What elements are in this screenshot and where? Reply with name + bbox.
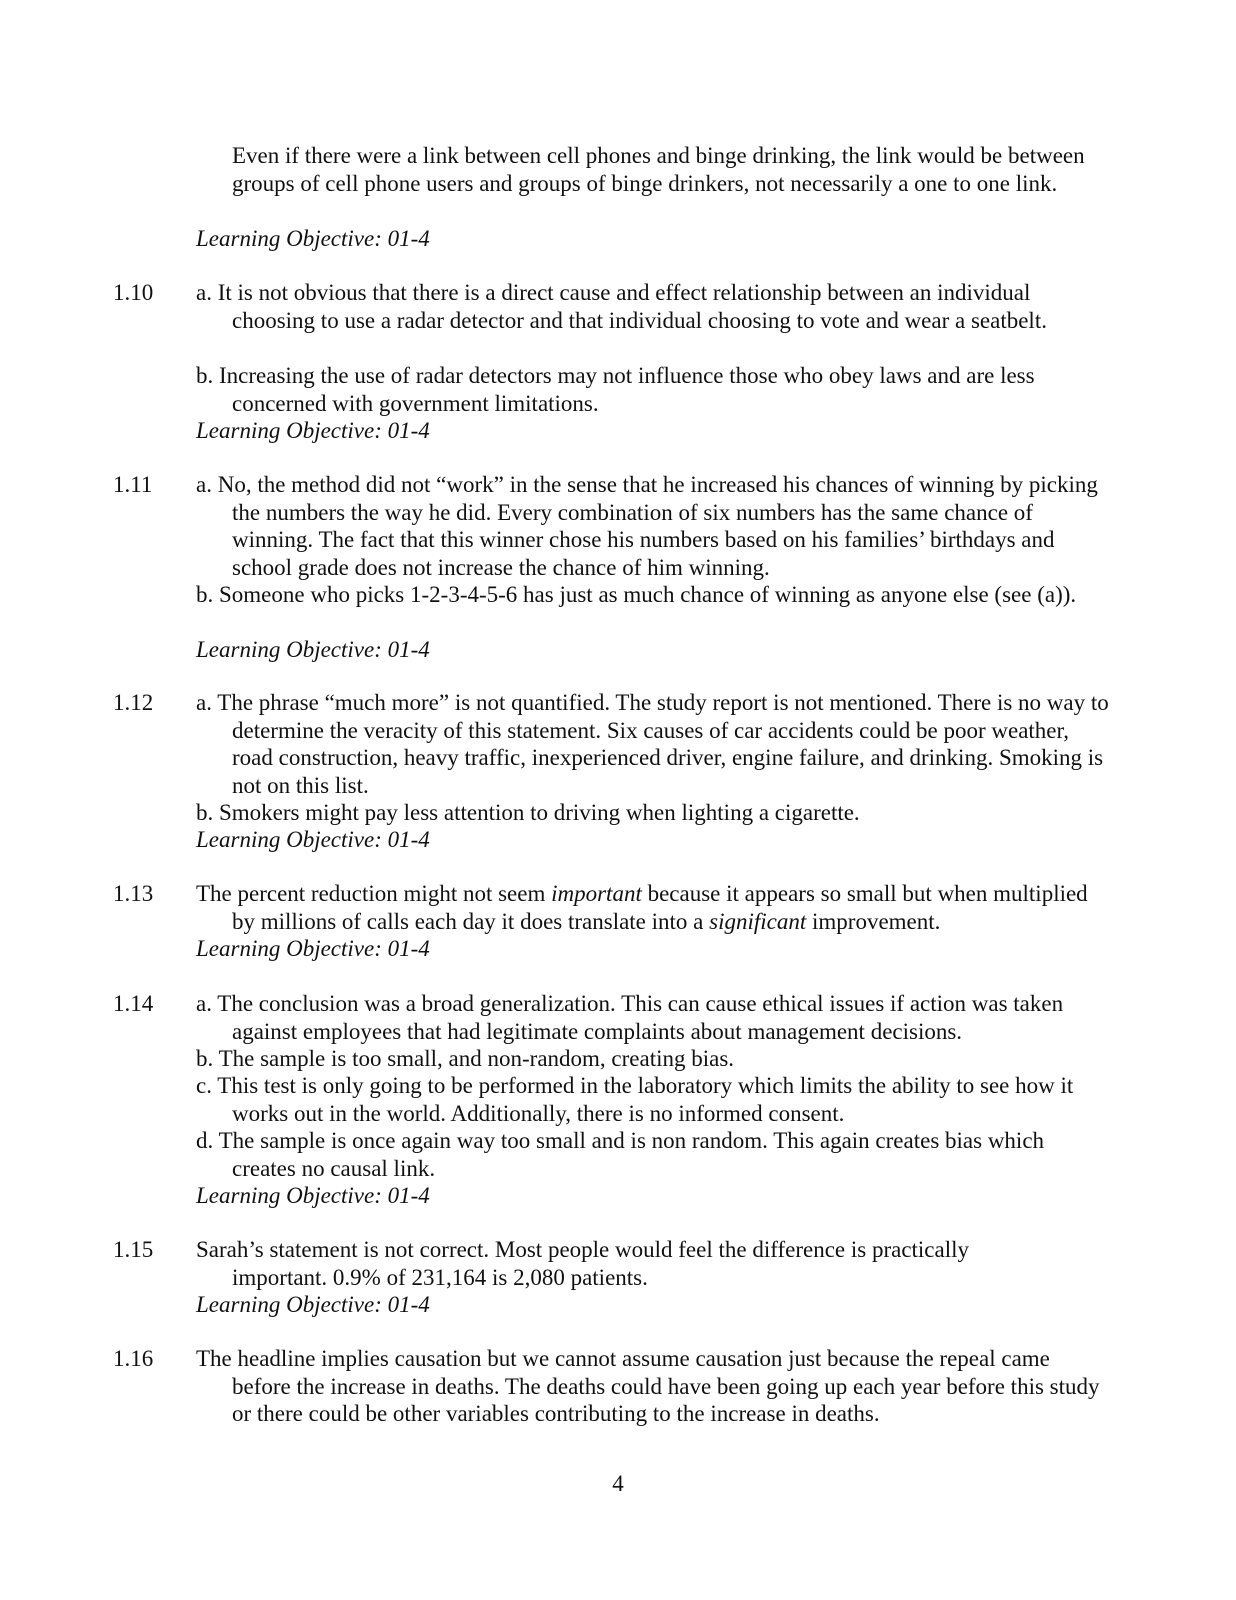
problem-part-a: a. The phrase “much more” is not quantified. The study report is not mentioned. There is no way to determine the veracity of this statement. Six causes of car accidents could be poor weather, road construction, heavy traffic, inexperienced driver, engine failure, and drinking. Smoking is not on this list.: [196, 690, 1109, 798]
intro-paragraph: Even if there were a link between cell phones and binge drinking, the link would be between groups of cell phone users and groups of binge drinkers, not necessarily a one to one link.: [232, 143, 1085, 196]
problem-part-c: c. This test is only going to be performed in the laboratory which limits the ability to see how it works out in the world. Additionally, there is no informed consent.: [196, 1073, 1074, 1126]
emphasis-significant: significant: [709, 908, 807, 934]
problem-number: 1.14: [113, 991, 154, 1016]
problem-number: 1.12: [113, 690, 154, 715]
problem-number: 1.11: [113, 472, 153, 497]
problem-text: The headline implies causation but we cannot assume causation just because the repeal came before the increase in deaths. The deaths could have been going up each year before this study or there could be other variables contributing to the increase in deaths.: [196, 1346, 1100, 1426]
problem-part-b: b. Smokers might pay less attention to driving when lighting a cigarette.: [196, 800, 860, 825]
problem-part-b: b. Increasing the use of radar detectors may not influence those who obey laws and are less concerned with government limitations.: [196, 363, 1035, 416]
problem-text: Sarah’s statement is not correct. Most people would feel the difference is practically important. 0.9% of 231,164 is 2,080 patients.: [196, 1237, 970, 1290]
problem-text: [196, 880, 1112, 935]
learning-objective: Learning Objective: 01-4: [196, 1183, 430, 1208]
text-segment: because it appears so small but when multiplied by millions of calls each day it does translate into a: [232, 881, 1088, 934]
text-segment: improvement.: [806, 908, 941, 934]
emphasis-important: important: [551, 881, 642, 906]
problem-part-b: b. The sample is too small, and non-random, creating bias.: [196, 1046, 735, 1071]
problem-part-d: d. The sample is once again way too small and is non random. This again creates bias which creates no causal link.: [196, 1128, 1045, 1181]
problem-number: 1.10: [113, 280, 154, 305]
learning-objective: Learning Objective: 01-4: [196, 1292, 430, 1317]
problem-number: 1.16: [113, 1346, 154, 1371]
learning-objective: Learning Objective: 01-4: [196, 418, 430, 443]
problem-part-a: a. No, the method did not “work” in the sense that he increased his chances of winning by picking the numbers the way he did. Every combination of six numbers has the same chance of winning. The fact that this winner chose his numbers based on his families’ birthdays and school grade does not increase the chance of him winning.: [196, 472, 1098, 580]
problem-part-a: a. It is not obvious that there is a direct cause and effect relationship between an individual choosing to use a radar detector and that individual choosing to vote and wear a seatbelt.: [196, 280, 1047, 333]
learning-objective: Learning Objective: 01-4: [196, 936, 430, 961]
learning-objective: Learning Objective: 01-4: [196, 827, 430, 852]
problem-number: 1.15: [113, 1237, 154, 1262]
page-number: 4: [612, 1471, 624, 1496]
intro-learning-objective: Learning Objective: 01-4: [196, 226, 430, 251]
learning-objective: Learning Objective: 01-4: [196, 637, 430, 662]
text-segment: The percent reduction might not seem: [196, 881, 552, 906]
problem-number: 1.13: [113, 881, 154, 906]
problem-part-b: b. Someone who picks 1-2-3-4-5-6 has just as much chance of winning as anyone else (see (a)).: [196, 582, 1077, 607]
problem-part-a: a. The conclusion was a broad generalization. This can cause ethical issues if action was taken against employees that had legitimate complaints about management decisions.: [196, 991, 1064, 1044]
